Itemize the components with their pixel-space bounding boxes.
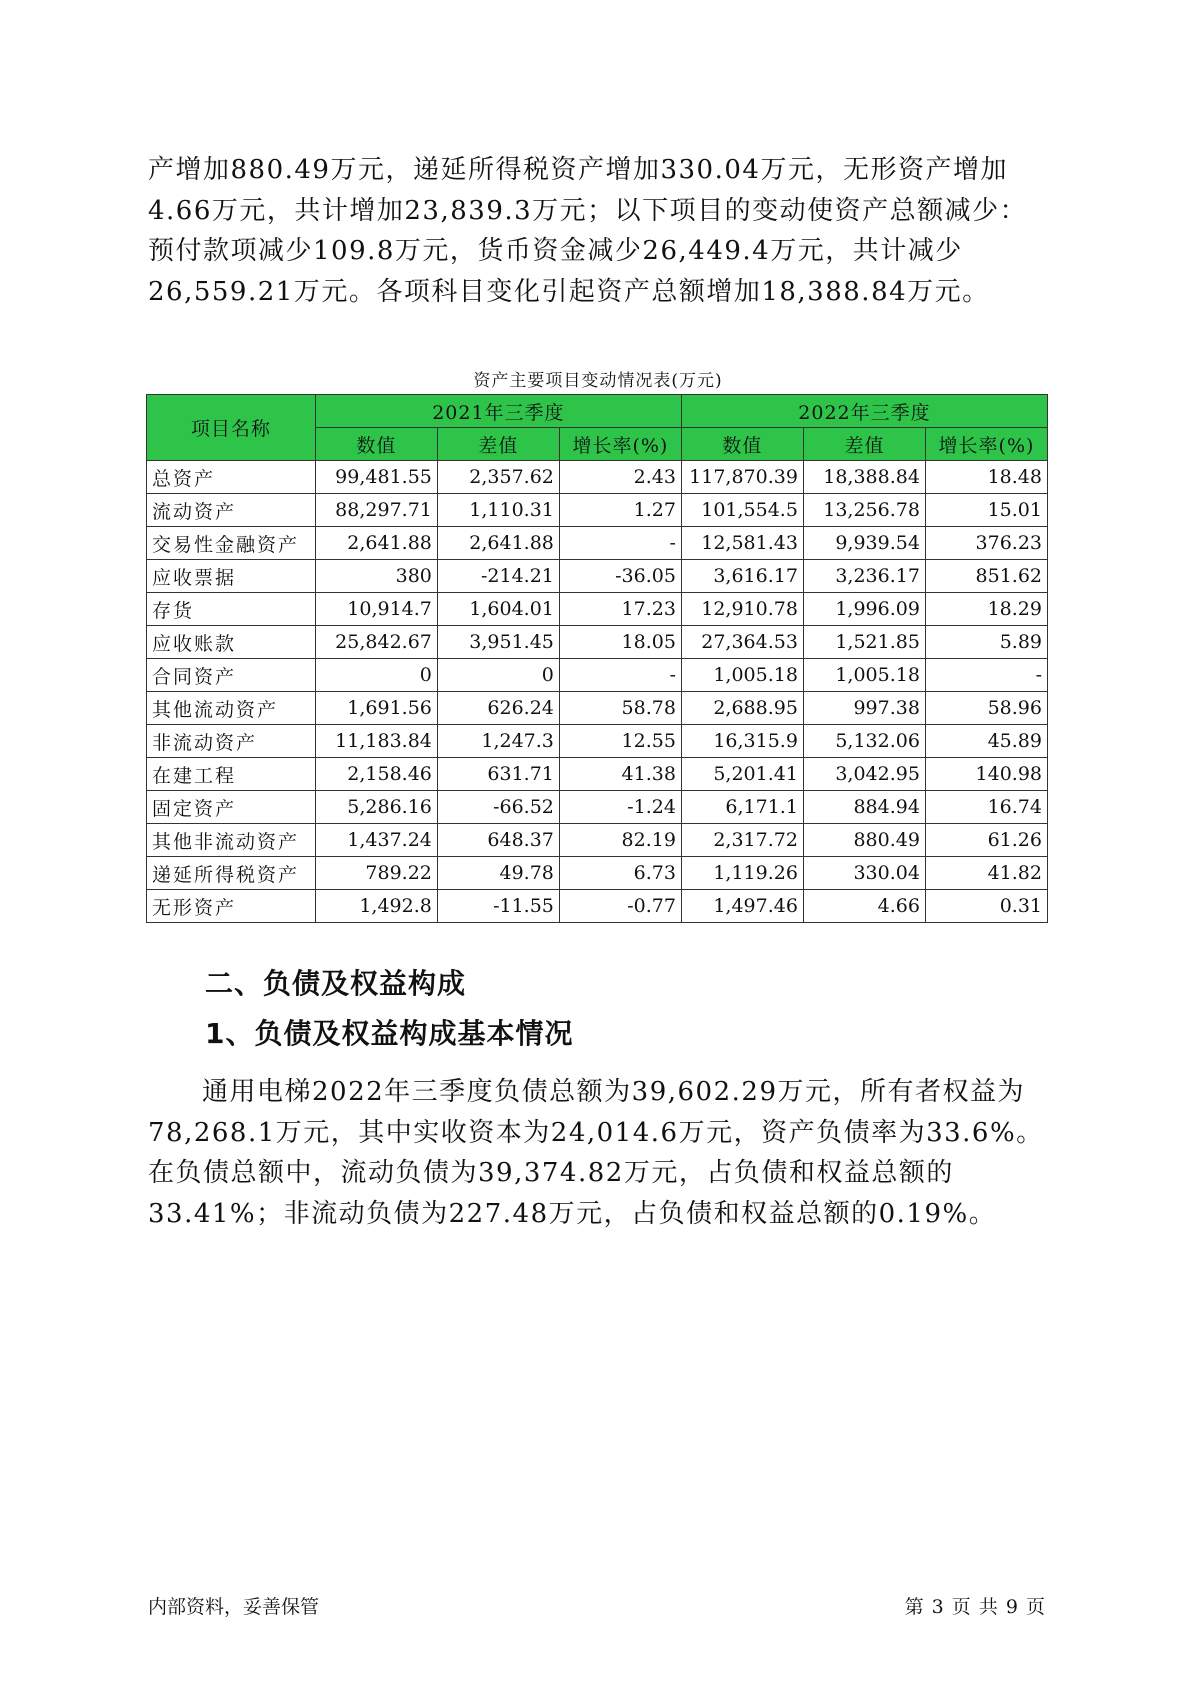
cell-v22: 12,910.78 <box>681 593 803 626</box>
footer-confidential: 内部资料，妥善保管 <box>148 1596 320 1618</box>
footer-page-info: 第 3 页 共 9 页 <box>904 1596 1046 1618</box>
table-row <box>147 725 1048 758</box>
cell-d21: 0 <box>437 659 559 692</box>
cell-v21: 1,437.24 <box>315 824 437 857</box>
cell-g22: 58.96 <box>925 692 1047 725</box>
header-period-2021: 2021年三季度 <box>315 395 681 428</box>
cell-d22: 1,996.09 <box>803 593 925 626</box>
cell-g21: -36.05 <box>559 560 681 593</box>
header-diff-2021: 差值 <box>437 428 559 461</box>
cell-d22: 1,005.18 <box>803 659 925 692</box>
table-body <box>147 461 1048 923</box>
cell-v22: 2,317.72 <box>681 824 803 857</box>
cell-d22: 330.04 <box>803 857 925 890</box>
cell-v21: 380 <box>315 560 437 593</box>
row-label: 其他非流动资产 <box>147 824 316 857</box>
cell-v22: 1,497.46 <box>681 890 803 923</box>
cell-v22: 16,315.9 <box>681 725 803 758</box>
cell-d22: 880.49 <box>803 824 925 857</box>
paragraph-assets-change: 产增加880.49万元，递延所得税资产增加330.04万元，无形资产增加4.66万元，共计增加23,839.3万元；以下项目的变动使资产总额减少：预付款项减少109.8万元，货币资金减少26,449.4万元，共计减少26,559.21万元。各项科目变化引起资产总额增加18,388.84万元。 <box>148 155 1028 307</box>
cell-d21: 626.24 <box>437 692 559 725</box>
cell-v21: 2,158.46 <box>315 758 437 791</box>
cell-v21: 789.22 <box>315 857 437 890</box>
cell-d22: 3,042.95 <box>803 758 925 791</box>
cell-g22: 15.01 <box>925 494 1047 527</box>
paragraph-liabilities: 通用电梯2022年三季度负债总额为39,602.29万元，所有者权益为78,268.1万元，其中实收资本为24,014.6万元，资产负债率为33.6%。在负债总额中，流动负债为39,374.82万元，占负债和权益总额的33.41%；非流动负债为227.48万元，占负债和权益总额的0.19%。 <box>148 1077 1044 1229</box>
cell-g22: 45.89 <box>925 725 1047 758</box>
cell-d22: 4.66 <box>803 890 925 923</box>
cell-d22: 13,256.78 <box>803 494 925 527</box>
header-period-2022: 2022年三季度 <box>681 395 1047 428</box>
header-diff-2022: 差值 <box>803 428 925 461</box>
row-label: 无形资产 <box>147 890 316 923</box>
cell-d21: 631.71 <box>437 758 559 791</box>
cell-d21: 1,110.31 <box>437 494 559 527</box>
cell-d21: 2,641.88 <box>437 527 559 560</box>
cell-v22: 1,119.26 <box>681 857 803 890</box>
cell-g22: 376.23 <box>925 527 1047 560</box>
cell-d22: 18,388.84 <box>803 461 925 494</box>
cell-d22: 884.94 <box>803 791 925 824</box>
cell-d21: 49.78 <box>437 857 559 890</box>
table-row <box>147 461 1048 494</box>
table-row <box>147 824 1048 857</box>
cell-g21: 18.05 <box>559 626 681 659</box>
cell-g21: - <box>559 527 681 560</box>
cell-v22: 1,005.18 <box>681 659 803 692</box>
cell-v22: 27,364.53 <box>681 626 803 659</box>
section-heading: 二、负债及权益构成 <box>205 967 467 1000</box>
row-label: 流动资产 <box>147 494 316 527</box>
cell-d21: 648.37 <box>437 824 559 857</box>
header-growth-2022: 增长率(%) <box>925 428 1047 461</box>
cell-g22: 5.89 <box>925 626 1047 659</box>
row-label: 非流动资产 <box>147 725 316 758</box>
cell-d21: 3,951.45 <box>437 626 559 659</box>
row-label: 固定资产 <box>147 791 316 824</box>
cell-v21: 0 <box>315 659 437 692</box>
cell-g21: - <box>559 659 681 692</box>
table-row <box>147 791 1048 824</box>
table-row <box>147 890 1048 923</box>
table-row <box>147 758 1048 791</box>
cell-g22: - <box>925 659 1047 692</box>
cell-d21: 2,357.62 <box>437 461 559 494</box>
cell-g21: 1.27 <box>559 494 681 527</box>
row-label: 合同资产 <box>147 659 316 692</box>
row-label: 存货 <box>147 593 316 626</box>
cell-d22: 5,132.06 <box>803 725 925 758</box>
cell-g21: 12.55 <box>559 725 681 758</box>
table-row <box>147 494 1048 527</box>
header-growth-2021: 增长率(%) <box>559 428 681 461</box>
cell-d21: 1,604.01 <box>437 593 559 626</box>
table-row <box>147 626 1048 659</box>
cell-v22: 6,171.1 <box>681 791 803 824</box>
row-label: 总资产 <box>147 461 316 494</box>
row-label: 其他流动资产 <box>147 692 316 725</box>
cell-v21: 2,641.88 <box>315 527 437 560</box>
cell-v22: 12,581.43 <box>681 527 803 560</box>
cell-v21: 88,297.71 <box>315 494 437 527</box>
cell-v22: 101,554.5 <box>681 494 803 527</box>
header-value-2022: 数值 <box>681 428 803 461</box>
cell-v21: 5,286.16 <box>315 791 437 824</box>
cell-g21: -1.24 <box>559 791 681 824</box>
cell-g21: 58.78 <box>559 692 681 725</box>
table-row <box>147 593 1048 626</box>
cell-v21: 25,842.67 <box>315 626 437 659</box>
row-label: 应收票据 <box>147 560 316 593</box>
cell-g21: 6.73 <box>559 857 681 890</box>
cell-d22: 9,939.54 <box>803 527 925 560</box>
cell-g22: 16.74 <box>925 791 1047 824</box>
table-row <box>147 560 1048 593</box>
cell-v21: 1,492.8 <box>315 890 437 923</box>
cell-g21: 2.43 <box>559 461 681 494</box>
cell-v22: 3,616.17 <box>681 560 803 593</box>
asset-change-table <box>146 394 1048 923</box>
table-row <box>147 659 1048 692</box>
table-row <box>147 692 1048 725</box>
subsection-heading: 1、负债及权益构成基本情况 <box>205 1017 574 1050</box>
header-value-2021: 数值 <box>315 428 437 461</box>
table-caption: 资产主要项目变动情况表(万元) <box>473 371 723 391</box>
header-item-name: 项目名称 <box>147 395 316 461</box>
cell-v21: 1,691.56 <box>315 692 437 725</box>
row-label: 交易性金融资产 <box>147 527 316 560</box>
cell-v22: 5,201.41 <box>681 758 803 791</box>
cell-g22: 851.62 <box>925 560 1047 593</box>
cell-g21: 17.23 <box>559 593 681 626</box>
cell-g22: 0.31 <box>925 890 1047 923</box>
cell-g22: 18.48 <box>925 461 1047 494</box>
cell-g22: 140.98 <box>925 758 1047 791</box>
cell-v21: 99,481.55 <box>315 461 437 494</box>
cell-g21: -0.77 <box>559 890 681 923</box>
cell-d21: -214.21 <box>437 560 559 593</box>
table-row <box>147 857 1048 890</box>
cell-v21: 10,914.7 <box>315 593 437 626</box>
cell-d22: 997.38 <box>803 692 925 725</box>
cell-g22: 41.82 <box>925 857 1047 890</box>
cell-g21: 82.19 <box>559 824 681 857</box>
cell-d21: 1,247.3 <box>437 725 559 758</box>
cell-d22: 1,521.85 <box>803 626 925 659</box>
table-row <box>147 527 1048 560</box>
cell-d21: -66.52 <box>437 791 559 824</box>
cell-g21: 41.38 <box>559 758 681 791</box>
cell-d21: -11.55 <box>437 890 559 923</box>
cell-g22: 61.26 <box>925 824 1047 857</box>
cell-v22: 2,688.95 <box>681 692 803 725</box>
row-label: 应收账款 <box>147 626 316 659</box>
row-label: 递延所得税资产 <box>147 857 316 890</box>
cell-v21: 11,183.84 <box>315 725 437 758</box>
cell-v22: 117,870.39 <box>681 461 803 494</box>
cell-d22: 3,236.17 <box>803 560 925 593</box>
row-label: 在建工程 <box>147 758 316 791</box>
cell-g22: 18.29 <box>925 593 1047 626</box>
